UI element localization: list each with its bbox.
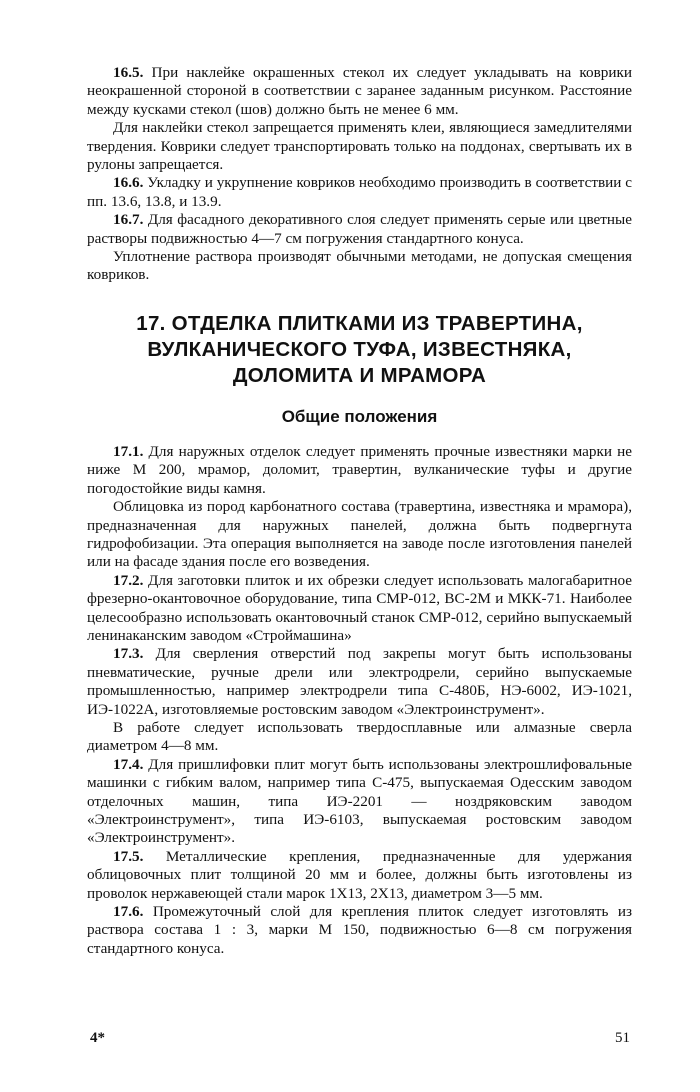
clause-number: 16.5. <box>113 64 144 81</box>
clause-number: 17.5. <box>113 847 144 865</box>
paragraph-text: Для сверления отверстий под закрепы могут быть использованы пневматические, ручные дрели или электродрели, серийно выпускаемые промышленностью, например электродрели типа С-480Б, НЭ-6002, ИЭ-1021, ИЭ-1022А, изготовляемые ростовским заводом «Электроинструмент». <box>87 645 632 718</box>
paragraph-17-3 <box>87 645 632 719</box>
paragraph-16-7-cont <box>87 248 632 285</box>
paragraph-16-6 <box>87 174 632 211</box>
paragraph-text: Для фасадного декоративного слоя следует применять серые или цветные растворы подвижностью 4—7 см погружения стандартного конуса. <box>87 211 632 247</box>
chapter-title <box>87 311 632 389</box>
paragraph-text: Для наклейки стекол запрещается применять клеи, являющиеся замедлителями твердения. Коврики следует транспортировать только на поддонах, свертывать их в рулоны запрещается. <box>87 119 632 174</box>
paragraph-17-3-cont <box>87 719 632 756</box>
document-page <box>87 64 632 1074</box>
paragraph-text: В работе следует использовать твердосплавные или алмазные сверла диаметром 4—8 мм. <box>87 718 632 755</box>
paragraph-text: Металлические крепления, предназначенные для удержания облицовочных плит толщиной 20 мм и более, должны быть изготовлены из проволок нержавеющей стали марок 1Х13, 2Х13, диаметром 3—5 мм. <box>87 847 632 902</box>
clause-number: 16.6. <box>113 174 144 192</box>
page-footer <box>87 1027 632 1049</box>
paragraph-17-2 <box>87 572 632 646</box>
page-number: 51 <box>615 1030 630 1046</box>
paragraph-text: Уплотнение раствора производят обычными методами, не допуская смещения ковриков. <box>87 248 632 284</box>
chapter-title-line-2: ВУЛКАНИЧЕСКОГО ТУФА, ИЗВЕСТНЯКА, <box>147 337 572 361</box>
clause-number: 16.7. <box>113 211 144 229</box>
paragraph-17-1-cont <box>87 498 632 572</box>
section-title: Общие положения <box>281 406 438 426</box>
paragraph-16-5-cont <box>87 119 632 174</box>
paragraph-text: Облицовка из пород карбонатного состава (травертина, известняка и мрамора), предназначенная для наружных панелей, должна быть подвергнута гидрофобизации. Эта операция выполняется на заводе после изготовления панелей или на фасаде здания после его возведения. <box>87 498 632 571</box>
clause-number: 17.2. <box>113 571 144 589</box>
clause-number: 17.1. <box>113 442 144 460</box>
printer-signature-mark: 4* <box>90 1030 105 1046</box>
paragraph-text: Укладку и укрупнение ковриков необходимо производить в соответствии с пп. 13.6, 13.8, и 13.9. <box>87 174 632 210</box>
chapter-title-line-3: ДОЛОМИТА И МРАМОРА <box>232 363 487 387</box>
paragraph-17-4 <box>87 756 632 848</box>
paragraph-16-7 <box>87 211 632 248</box>
chapter-title-line-1: 17. ОТДЕЛКА ПЛИТКАМИ ИЗ ТРАВЕРТИНА, <box>136 311 583 335</box>
paragraph-text: Для наружных отделок следует применять прочные известняки марки не ниже М 200, мрамор, доломит, травертин, вулканические туфы и другие погодостойкие виды камня. <box>87 442 632 497</box>
paragraph-text: Для пришлифовки плит могут быть использованы электрошлифовальные машинки с гибким валом, например типа С-475, выпускаемая Одесским заводом отделочных машин, типа ИЭ-2201 — ноздряковским заводом «Электроинструмент», типа ИЭ-6103, выпускаемая ростовским заводом «Электроинструмент». <box>87 755 632 847</box>
paragraph-17-5 <box>87 848 632 903</box>
clause-number: 17.4. <box>113 755 144 773</box>
paragraph-17-6 <box>87 903 632 958</box>
paragraph-text: При наклейке окрашенных стекол их следует укладывать на коврики неокрашенной стороной в соответствии с заранее заданным рисунком. Расстояние между кусками стекол (шов) должно быть не менее 6 мм. <box>87 64 632 118</box>
clause-number: 17.3. <box>113 645 144 663</box>
paragraph-16-5 <box>87 64 632 119</box>
paragraph-text: Промежуточный слой для крепления плиток следует изготовлять из раствора состава 1 : 3, марки М 150, подвижностью 6—8 см погружения стандартного конуса. <box>87 903 632 957</box>
paragraph-17-1 <box>87 443 632 498</box>
clause-number: 17.6. <box>113 903 144 921</box>
paragraph-text: Для заготовки плиток и их обрезки следует использовать малогабаритное фрезерно-окантовочное оборудование, типа СМР-012, ВС-2М и МКК-71. Наиболее целесообразно использовать окантовочный станок СМР-012, серийно выпускаемый ленинаканским заводом «Строймашина» <box>87 571 632 644</box>
